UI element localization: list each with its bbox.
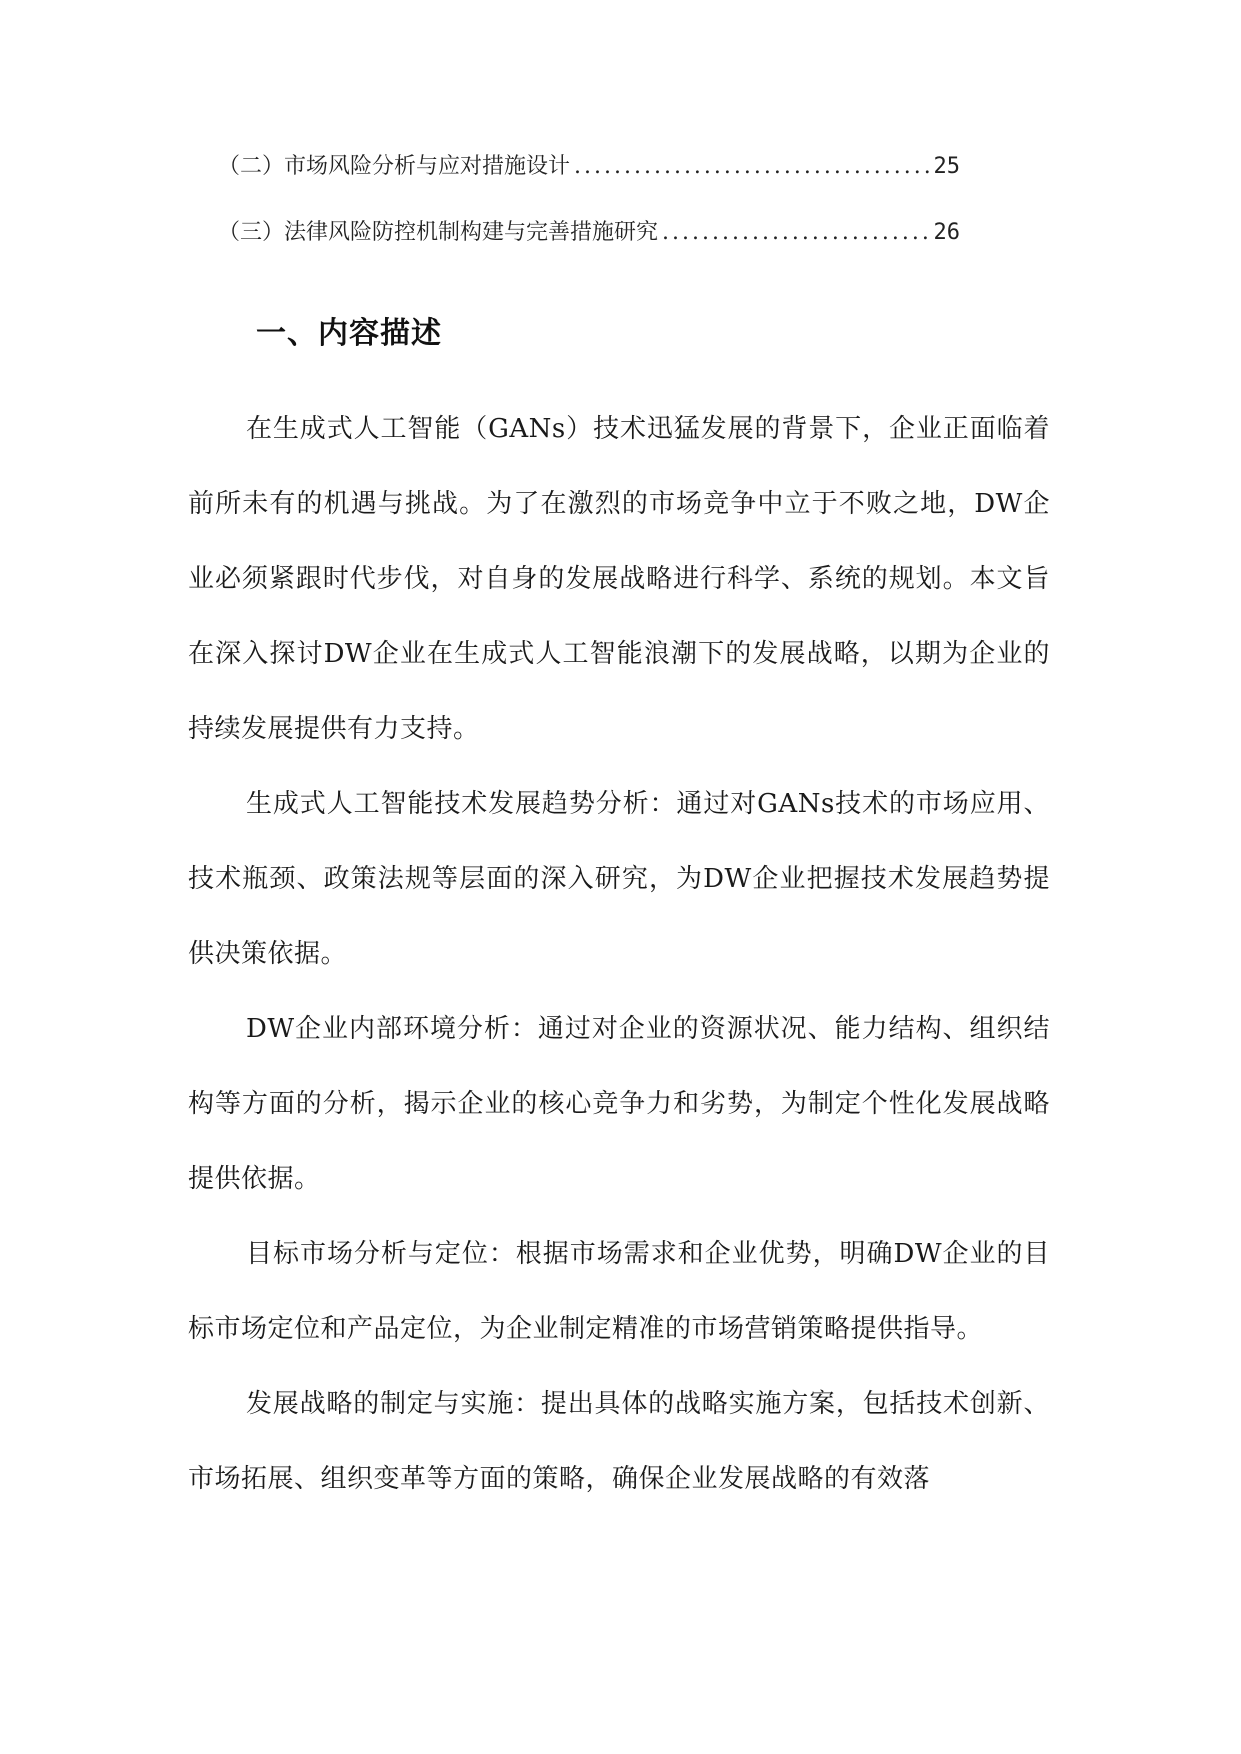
- body-paragraph: DW企业内部环境分析：通过对企业的资源状况、能力结构、组织结构等方面的分析，揭示企业的核心竞争力和劣势，为制定个性化发展战略提供依据。: [188, 1014, 1050, 1194]
- body-paragraph: 在生成式人工智能（GANs）技术迅猛发展的背景下，企业正面临着前所未有的机遇与挑战。为了在激烈的市场竞争中立于不败之地，DW企业必须紧跟时代步伐，对自身的发展战略进行科学、系统的规划。本文旨在深入探讨DW企业在生成式人工智能浪潮下的发展战略，以期为企业的持续发展提供有力支持。: [188, 414, 1050, 744]
- toc-entry[interactable]: [218, 149, 960, 185]
- body-paragraph: 生成式人工智能技术发展趋势分析：通过对GANs技术的市场应用、技术瓶颈、政策法规等层面的深入研究，为DW企业把握技术发展趋势提供决策依据。: [188, 789, 1050, 969]
- toc-entry[interactable]: [218, 215, 960, 251]
- toc-page-number: 25: [933, 154, 960, 179]
- toc-entry-title: （二）市场风险分析与应对措施设计: [218, 154, 571, 179]
- section-body: [188, 392, 1050, 1517]
- body-paragraph: 发展战略的制定与实施：提出具体的战略实施方案，包括技术创新、市场拓展、组织变革等方面的策略，确保企业发展战略的有效落: [188, 1389, 1050, 1494]
- section-heading: 一、内容描述: [256, 316, 442, 351]
- toc-page-number: 26: [933, 220, 960, 245]
- body-paragraph: 目标市场分析与定位：根据市场需求和企业优势，明确DW企业的目标市场定位和产品定位，为企业制定精准的市场营销策略提供指导。: [188, 1239, 1050, 1344]
- toc-dot-leader: [662, 215, 929, 251]
- toc-dot-leader: [574, 149, 929, 185]
- toc-entry-title: （三）法律风险防控机制构建与完善措施研究: [218, 220, 659, 245]
